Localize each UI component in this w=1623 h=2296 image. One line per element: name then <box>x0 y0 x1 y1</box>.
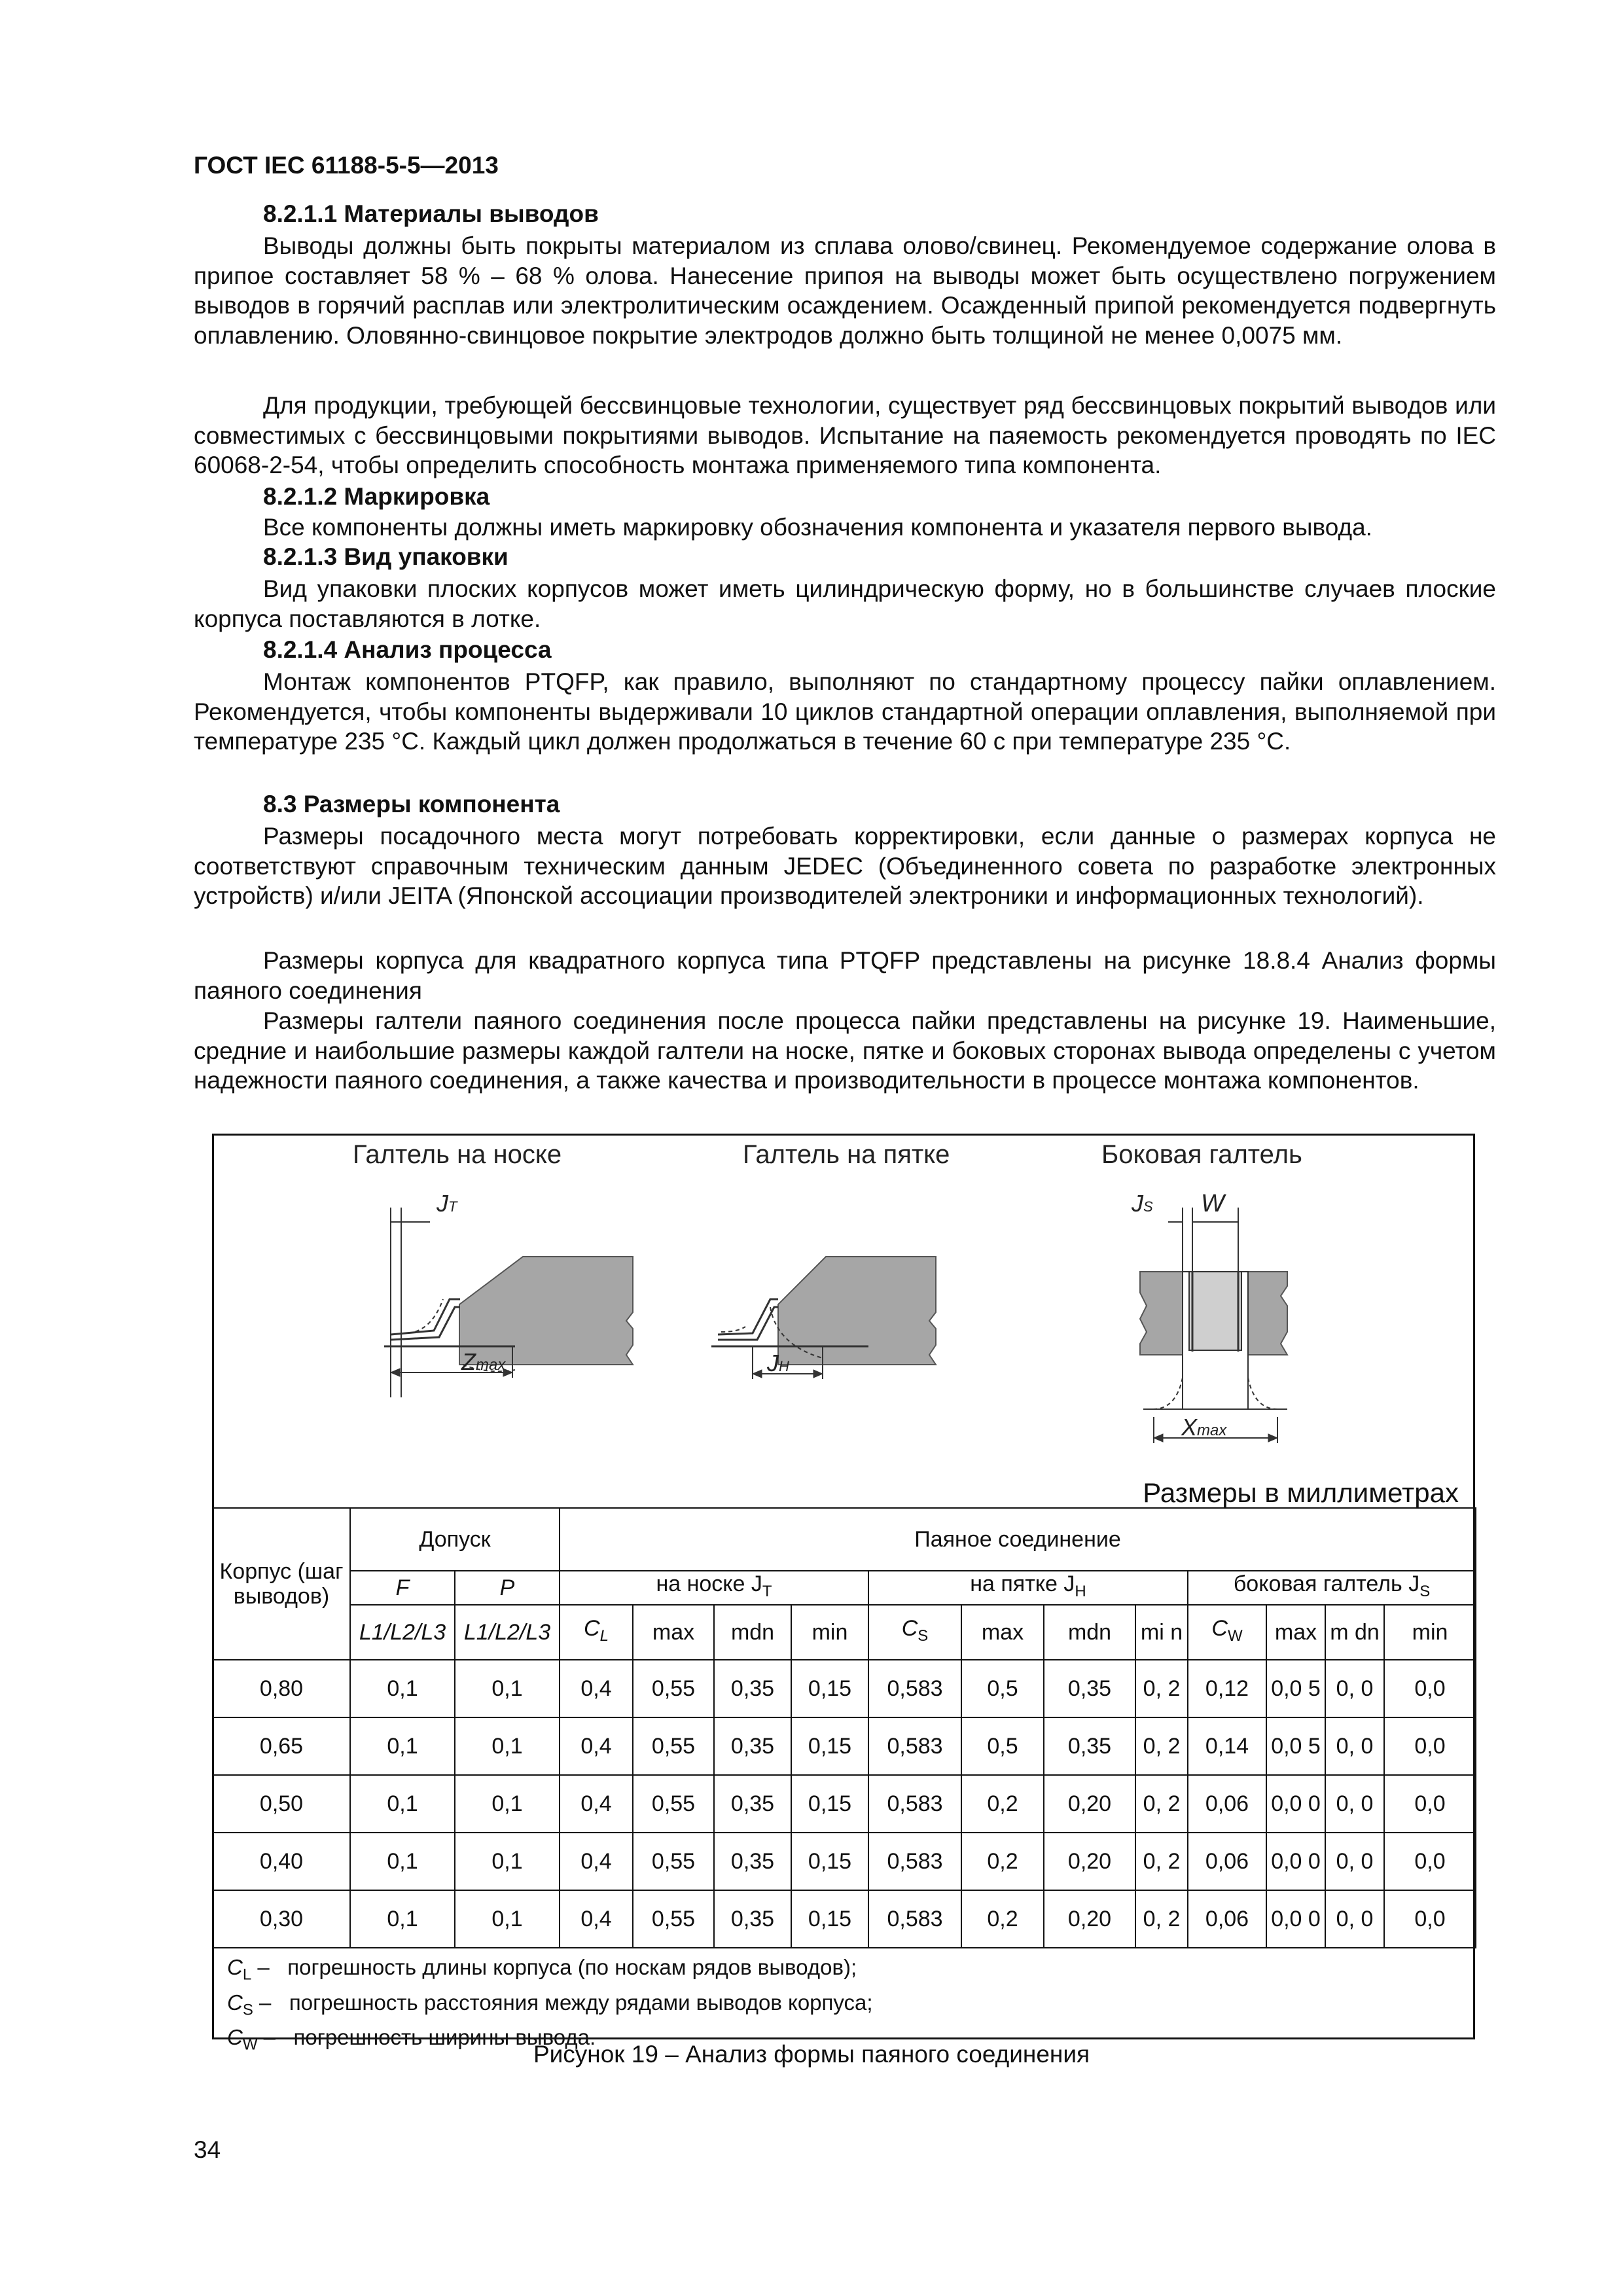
paragraph: Для продукции, требующей бессвинцовые технологии, существует ряд бессвинцовых покрытий выводов или совместимых с бессвинцовыми покрытиями выводов. Испытание на паяемость рекомендуется проводять по IEC 60068-2-54, чтобы определить способность монтажа применяемого типа компонента. <box>194 392 1496 478</box>
header-case: Корпус (шаг выводов) <box>213 1508 350 1660</box>
table-cell: 0, 0 <box>1325 1717 1384 1775</box>
table-cell: 0,20 <box>1044 1833 1135 1890</box>
paragraph: Размеры корпуса для квадратного корпуса типа PTQFP представлены на рисунке 18.8.4 Анализ формы паяного соединения <box>194 947 1496 1004</box>
table-cell: 0,50 <box>213 1775 350 1833</box>
table-cell: 0,4 <box>560 1775 633 1833</box>
paragraph: Вид упаковки плоских корпусов может иметь цилиндрическую форму, но в большинстве случаев плоские корпуса поставляются в лотке. <box>194 575 1496 632</box>
table-cell: 0,4 <box>560 1660 633 1717</box>
table-cell: 0,35 <box>714 1890 791 1948</box>
table-cell: 0,80 <box>213 1660 350 1717</box>
table-cell: 0,4 <box>560 1890 633 1948</box>
subheader-cw: $C_W$ <box>1188 1605 1266 1660</box>
paragraph: Монтаж компонентов PTQFP, как правило, выполняют по стандартному процессу пайки оплавлением. Рекомендуется, чтобы компоненты выдерживали 10 циклов стандартной операции оплавления, выполняемой при температуре 235 °С. Каждый цикл должен продолжаться в течение 60 с при температуре 235 °С. <box>194 668 1496 755</box>
table-cell: 0,1 <box>350 1660 455 1717</box>
header-heel: на пятке $J_H$ <box>868 1571 1188 1605</box>
table-cell: 0,583 <box>868 1717 961 1775</box>
table-cell: 0,583 <box>868 1660 961 1717</box>
header-tolerance: Допуск <box>350 1508 560 1571</box>
table-cell: 0,5 <box>961 1717 1044 1775</box>
table-cell: 0,4 <box>560 1717 633 1775</box>
table-cell: 0,2 <box>961 1833 1044 1890</box>
table-cell: 0, 0 <box>1325 1775 1384 1833</box>
side-fillet-diagram <box>1140 1208 1287 1443</box>
section-heading: 8.3 Размеры компонента <box>263 791 560 817</box>
table-cell: 0,65 <box>213 1717 350 1775</box>
table-cell: 0,0 <box>1384 1660 1476 1717</box>
units-note: Размеры в миллиметрах <box>1143 1477 1459 1508</box>
table-cell: 0,583 <box>868 1833 961 1890</box>
table-cell: 0,1 <box>455 1890 560 1948</box>
table-cell: 0, 2 <box>1135 1775 1188 1833</box>
subheader-min: min <box>791 1605 868 1660</box>
table-cell: 0,0 <box>1384 1717 1476 1775</box>
label-jh: JH <box>767 1350 789 1376</box>
table-cell: 0,1 <box>455 1833 560 1890</box>
table-cell: 0,12 <box>1188 1660 1266 1717</box>
table-cell: 0,0 <box>1384 1833 1476 1890</box>
subheader-max: max <box>961 1605 1044 1660</box>
fillet-table <box>212 1507 1476 1948</box>
subheader-cs: $C_S$ <box>868 1605 961 1660</box>
section-heading: 8.2.1.3 Вид упаковки <box>263 543 508 570</box>
document-header: ГОСТ IEC 61188-5-5—2013 <box>194 152 499 179</box>
table-cell: 0,0 5 <box>1266 1660 1325 1717</box>
paragraph: Размеры посадочного места могут потребовать корректировки, если данные о размерах корпуса не соответствуют справочным техническим данным JEDEC (Объединенного совета по разработке электронных устройств) и/или JEITA (Японской ассоциации производителей электроники и информационных технологий). <box>194 823 1496 909</box>
figure-19 <box>212 1134 1475 2054</box>
table-cell: 0,35 <box>714 1660 791 1717</box>
table-row <box>213 1717 1476 1775</box>
section-heading: 8.2.1.1 Материалы выводов <box>263 200 599 227</box>
table-cell: 0,14 <box>1188 1717 1266 1775</box>
table-cell: 0,15 <box>791 1775 868 1833</box>
table-cell: 0,55 <box>633 1717 714 1775</box>
table-cell: 0,1 <box>455 1775 560 1833</box>
header-solder-joint: Паяное соединение <box>560 1508 1476 1571</box>
table-cell: 0,55 <box>633 1890 714 1948</box>
table-cell: 0,35 <box>1044 1717 1135 1775</box>
table-cell: 0,2 <box>961 1890 1044 1948</box>
table-cell: 0,55 <box>633 1775 714 1833</box>
table-cell: 0,1 <box>455 1660 560 1717</box>
toe-fillet-diagram <box>384 1208 633 1397</box>
table-cell: 0,583 <box>868 1775 961 1833</box>
subheader-max: max <box>1266 1605 1325 1660</box>
solder-fillet-drawing <box>214 1136 1473 1507</box>
table-row <box>213 1833 1476 1890</box>
title-side-fillet: Боковая галтель <box>1101 1140 1302 1169</box>
table-cell: 0, 2 <box>1135 1717 1188 1775</box>
paragraph: Размеры галтели паяного соединения после процесса пайки представлены на рисунке 19. Наименьшие, средние и наибольшие размеры каждой галтели на носке, пятке и боковых сторонах вывода определены с учетом надежности паяного соединения, а также качества и производительности в процессе монтажа компонентов. <box>194 1007 1496 1094</box>
paragraph: Выводы должны быть покрыты материалом из сплава олово/свинец. Рекомендуемое содержание олова в припое составляет 58 % – 68 % олова. Нанесение припоя на выводы может быть осуществлено погружением выводов в горячий расплав или электролитическим осаждением. Осажденный припой рекомендуется подвергнуть оплавлению. Оловянно-свинцовое покрытие электродов должно быть толщиной не менее 0,0075 мм. <box>194 232 1496 349</box>
table-cell: 0,20 <box>1044 1775 1135 1833</box>
table-cell: 0,1 <box>350 1717 455 1775</box>
table-cell: 0,0 <box>1384 1890 1476 1948</box>
table-cell: 0, 2 <box>1135 1890 1188 1948</box>
table-cell: 0,15 <box>791 1890 868 1948</box>
table-cell: 0,15 <box>791 1717 868 1775</box>
table-cell: 0, 2 <box>1135 1660 1188 1717</box>
table-body <box>213 1660 1476 1948</box>
title-toe-fillet: Галтель на носке <box>353 1140 562 1169</box>
table-cell: 0,30 <box>213 1890 350 1948</box>
table-cell: 0, 0 <box>1325 1833 1384 1890</box>
table-cell: 0,06 <box>1188 1890 1266 1948</box>
table-cell: 0,20 <box>1044 1890 1135 1948</box>
table-cell: 0,06 <box>1188 1833 1266 1890</box>
table-cell: 0, 0 <box>1325 1660 1384 1717</box>
paragraph: Все компоненты должны иметь маркировку обозначения компонента и указателя первого вывода. <box>263 514 1372 541</box>
table-cell: 0,583 <box>868 1890 961 1948</box>
table-cell: 0,0 0 <box>1266 1775 1325 1833</box>
table-cell: 0,0 <box>1384 1775 1476 1833</box>
table-cell: 0,2 <box>961 1775 1044 1833</box>
note-cw: $C_W$ – погрешность ширины вывода. <box>227 2025 596 2054</box>
table-cell: 0,0 0 <box>1266 1833 1325 1890</box>
subheader-p: L1/L2/L3 <box>455 1605 560 1660</box>
table-cell: 0,40 <box>213 1833 350 1890</box>
subheader-min: min <box>1384 1605 1476 1660</box>
label-jt: JT <box>437 1190 457 1217</box>
label-js: JS <box>1132 1190 1153 1217</box>
header-toe: на носке $J_T$ <box>560 1571 868 1605</box>
header-f: F <box>350 1571 455 1605</box>
table-row <box>213 1775 1476 1833</box>
subheader-max: max <box>633 1605 714 1660</box>
table-cell: 0, 2 <box>1135 1833 1188 1890</box>
header-side: боковая галтель $J_S$ <box>1188 1571 1476 1605</box>
label-xmax: Xmax <box>1181 1414 1227 1441</box>
table-cell: 0,5 <box>961 1660 1044 1717</box>
table-cell: 0,4 <box>560 1833 633 1890</box>
table-cell: 0,06 <box>1188 1775 1266 1833</box>
table-cell: 0,1 <box>350 1890 455 1948</box>
table-cell: 0,15 <box>791 1660 868 1717</box>
table-cell: 0,15 <box>791 1833 868 1890</box>
label-zmax: Zmax <box>461 1348 506 1375</box>
table-cell: 0, 0 <box>1325 1890 1384 1948</box>
table-cell: 0,55 <box>633 1660 714 1717</box>
subheader-f: L1/L2/L3 <box>350 1605 455 1660</box>
subheader-mdn: mdn <box>714 1605 791 1660</box>
section-heading: 8.2.1.2 Маркировка <box>263 483 490 510</box>
figure-caption: Рисунок 19 – Анализ формы паяного соединения <box>533 2041 1090 2068</box>
heel-fillet-diagram <box>711 1257 936 1379</box>
subheader-mdn: mdn <box>1044 1605 1135 1660</box>
table-cell: 0,1 <box>350 1833 455 1890</box>
section-heading: 8.2.1.4 Анализ процесса <box>263 636 552 663</box>
table-cell: 0,55 <box>633 1833 714 1890</box>
page-number: 34 <box>194 2136 221 2163</box>
table-cell: 0,35 <box>714 1775 791 1833</box>
header-p: P <box>455 1571 560 1605</box>
subheader-min: mi n <box>1135 1605 1188 1660</box>
table-row <box>213 1660 1476 1717</box>
note-cl: $C_L$ – погрешность длины корпуса (по носкам рядов выводов); <box>227 1955 857 1984</box>
table-cell: 0,35 <box>1044 1660 1135 1717</box>
table-cell: 0,1 <box>350 1775 455 1833</box>
table-cell: 0,35 <box>714 1833 791 1890</box>
table-cell: 0,1 <box>455 1717 560 1775</box>
title-heel-fillet: Галтель на пятке <box>743 1140 950 1169</box>
label-w: W <box>1201 1190 1224 1217</box>
table-cell: 0,0 5 <box>1266 1717 1325 1775</box>
subheader-mdn: m dn <box>1325 1605 1384 1660</box>
table-cell: 0,35 <box>714 1717 791 1775</box>
table-cell: 0,0 0 <box>1266 1890 1325 1948</box>
table-row <box>213 1890 1476 1948</box>
note-cs: $C_S$ – погрешность расстояния между рядами выводов корпуса; <box>227 1990 873 2019</box>
subheader-cl: $C_L$ <box>560 1605 633 1660</box>
